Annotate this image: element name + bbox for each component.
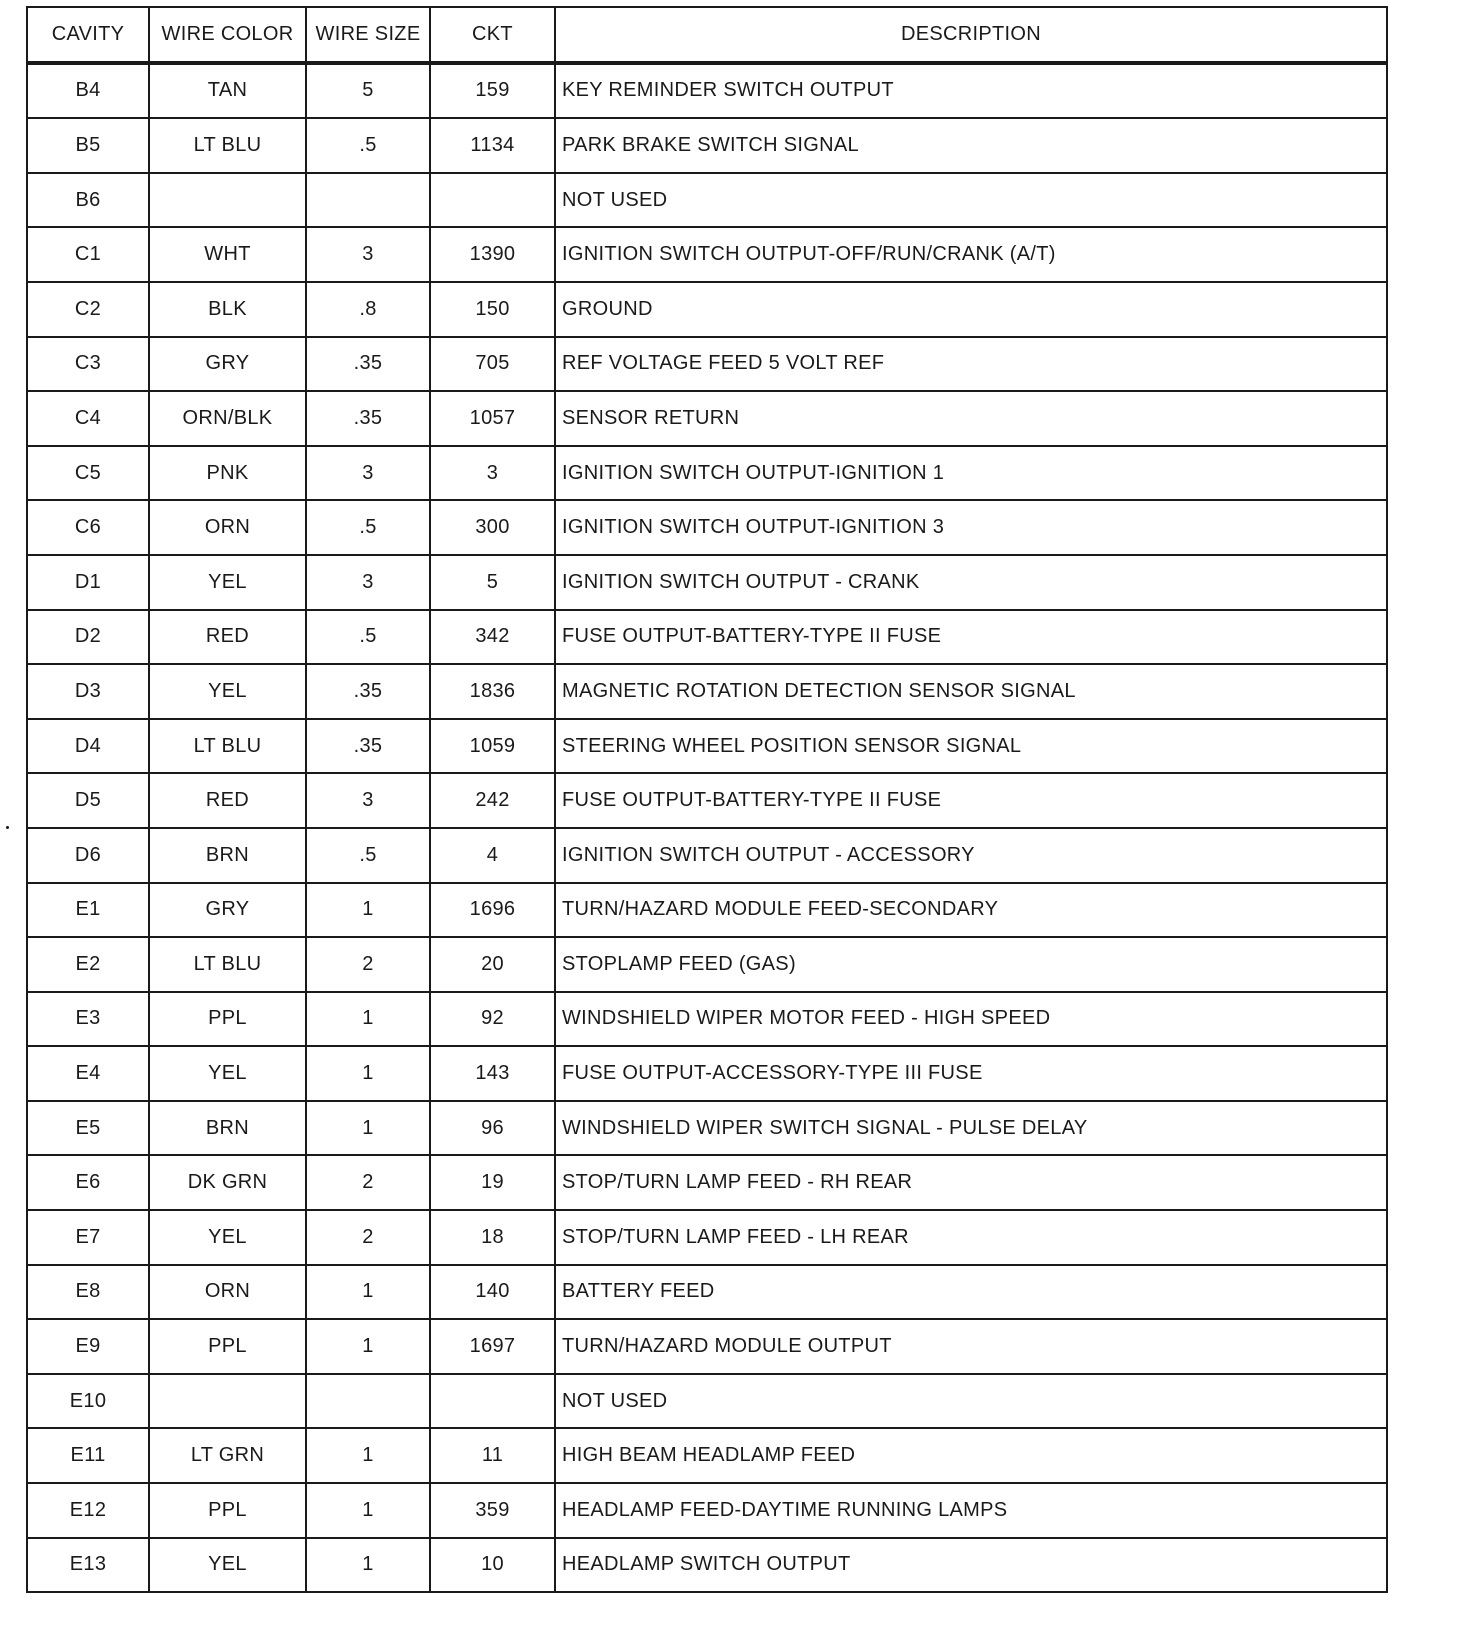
cell-ckt: 1059 (430, 719, 555, 774)
cell-wire-color: LT BLU (149, 719, 306, 774)
cell-wire-size: 3 (306, 446, 430, 501)
cell-wire-size: 1 (306, 1046, 430, 1101)
table-row (27, 555, 1387, 610)
cell-wire-size: .35 (306, 337, 430, 392)
cell-cavity: C1 (27, 227, 149, 282)
table-row (27, 719, 1387, 774)
cell-cavity: E2 (27, 937, 149, 992)
cell-description: IGNITION SWITCH OUTPUT-OFF/RUN/CRANK (A/T) (555, 227, 1387, 282)
cell-cavity: B6 (27, 173, 149, 228)
table-row (27, 227, 1387, 282)
cell-ckt: 1134 (430, 118, 555, 173)
cell-wire-size: .5 (306, 118, 430, 173)
cell-wire-color: PNK (149, 446, 306, 501)
cell-wire-size: 1 (306, 1319, 430, 1374)
header-ckt: CKT (430, 7, 555, 63)
cell-wire-size: .35 (306, 664, 430, 719)
cell-cavity: E9 (27, 1319, 149, 1374)
cell-description: WINDSHIELD WIPER SWITCH SIGNAL - PULSE DELAY (555, 1101, 1387, 1156)
cell-description: HEADLAMP FEED-DAYTIME RUNNING LAMPS (555, 1483, 1387, 1538)
cell-wire-color: RED (149, 610, 306, 665)
table-row (27, 446, 1387, 501)
cell-wire-size: .8 (306, 282, 430, 337)
cell-wire-color: YEL (149, 1210, 306, 1265)
cell-wire-size: 2 (306, 1210, 430, 1265)
cell-description: STOP/TURN LAMP FEED - RH REAR (555, 1155, 1387, 1210)
cell-wire-size: .5 (306, 828, 430, 883)
table-row (27, 1210, 1387, 1265)
cell-wire-size: 5 (306, 63, 430, 119)
cell-cavity: D4 (27, 719, 149, 774)
cell-wire-color: RED (149, 773, 306, 828)
cell-wire-color: BRN (149, 1101, 306, 1156)
cell-wire-color: LT BLU (149, 937, 306, 992)
cell-wire-color: ORN/BLK (149, 391, 306, 446)
table-row (27, 992, 1387, 1047)
cell-wire-color: ORN (149, 500, 306, 555)
cell-wire-color: YEL (149, 1046, 306, 1101)
table-row (27, 1155, 1387, 1210)
cell-wire-size: 1 (306, 1265, 430, 1320)
cell-wire-size: 1 (306, 1101, 430, 1156)
cell-description: STEERING WHEEL POSITION SENSOR SIGNAL (555, 719, 1387, 774)
cell-ckt: 159 (430, 63, 555, 119)
cell-wire-color: GRY (149, 883, 306, 938)
table-row (27, 828, 1387, 883)
cell-description: BATTERY FEED (555, 1265, 1387, 1320)
cell-cavity: C4 (27, 391, 149, 446)
cell-wire-color: LT GRN (149, 1428, 306, 1483)
table-row (27, 1428, 1387, 1483)
cell-cavity: C2 (27, 282, 149, 337)
cell-cavity: E7 (27, 1210, 149, 1265)
cell-ckt: 150 (430, 282, 555, 337)
header-cavity: CAVITY (27, 7, 149, 63)
cell-wire-color: ORN (149, 1265, 306, 1320)
table-row (27, 773, 1387, 828)
cell-description: SENSOR RETURN (555, 391, 1387, 446)
cell-ckt: 1697 (430, 1319, 555, 1374)
cell-ckt: 143 (430, 1046, 555, 1101)
cell-cavity: B5 (27, 118, 149, 173)
table-row (27, 173, 1387, 228)
cell-ckt: 10 (430, 1538, 555, 1593)
cell-ckt: 1696 (430, 883, 555, 938)
cell-cavity: D2 (27, 610, 149, 665)
table-row (27, 282, 1387, 337)
cell-ckt: 18 (430, 1210, 555, 1265)
cell-wire-color: YEL (149, 1538, 306, 1593)
cell-wire-size: 1 (306, 1428, 430, 1483)
table-header (27, 7, 1387, 63)
cell-cavity: E10 (27, 1374, 149, 1429)
cell-wire-size: .35 (306, 391, 430, 446)
cell-description: STOP/TURN LAMP FEED - LH REAR (555, 1210, 1387, 1265)
header-description: DESCRIPTION (555, 7, 1387, 63)
table-row (27, 883, 1387, 938)
cell-wire-size: 2 (306, 937, 430, 992)
cell-cavity: E6 (27, 1155, 149, 1210)
cell-description: MAGNETIC ROTATION DETECTION SENSOR SIGNAL (555, 664, 1387, 719)
table-row (27, 391, 1387, 446)
cell-ckt: 342 (430, 610, 555, 665)
cell-description: IGNITION SWITCH OUTPUT-IGNITION 1 (555, 446, 1387, 501)
cell-ckt (430, 173, 555, 228)
cell-cavity: E4 (27, 1046, 149, 1101)
cell-description: GROUND (555, 282, 1387, 337)
cell-description: FUSE OUTPUT-BATTERY-TYPE II FUSE (555, 610, 1387, 665)
connector-pinout-table (26, 6, 1388, 1593)
cell-description: NOT USED (555, 173, 1387, 228)
table-row (27, 500, 1387, 555)
cell-wire-color: BRN (149, 828, 306, 883)
table-row (27, 1319, 1387, 1374)
table-row (27, 1538, 1387, 1593)
cell-wire-color: WHT (149, 227, 306, 282)
cell-ckt: 300 (430, 500, 555, 555)
table-row (27, 1046, 1387, 1101)
cell-wire-color (149, 173, 306, 228)
cell-cavity: D5 (27, 773, 149, 828)
cell-ckt (430, 1374, 555, 1429)
cell-description: FUSE OUTPUT-ACCESSORY-TYPE III FUSE (555, 1046, 1387, 1101)
cell-wire-color: PPL (149, 992, 306, 1047)
table-body (27, 63, 1387, 1593)
cell-description: WINDSHIELD WIPER MOTOR FEED - HIGH SPEED (555, 992, 1387, 1047)
table-row (27, 337, 1387, 392)
cell-description: IGNITION SWITCH OUTPUT - ACCESSORY (555, 828, 1387, 883)
cell-cavity: C5 (27, 446, 149, 501)
table-row (27, 937, 1387, 992)
table-row (27, 63, 1387, 119)
cell-wire-color: GRY (149, 337, 306, 392)
cell-cavity: B4 (27, 63, 149, 119)
cell-cavity: D6 (27, 828, 149, 883)
table-row (27, 1483, 1387, 1538)
cell-wire-color: BLK (149, 282, 306, 337)
cell-cavity: E13 (27, 1538, 149, 1593)
cell-wire-size: 1 (306, 1483, 430, 1538)
cell-description: IGNITION SWITCH OUTPUT-IGNITION 3 (555, 500, 1387, 555)
header-wire-size: WIRE SIZE (306, 7, 430, 63)
cell-ckt: 4 (430, 828, 555, 883)
cell-description: HIGH BEAM HEADLAMP FEED (555, 1428, 1387, 1483)
cell-cavity: E3 (27, 992, 149, 1047)
cell-wire-size: .35 (306, 719, 430, 774)
cell-ckt: 1390 (430, 227, 555, 282)
cell-ckt: 20 (430, 937, 555, 992)
cell-wire-size (306, 173, 430, 228)
cell-ckt: 3 (430, 446, 555, 501)
cell-wire-color: DK GRN (149, 1155, 306, 1210)
cell-wire-size: 1 (306, 883, 430, 938)
cell-wire-color: YEL (149, 555, 306, 610)
cell-ckt: 1057 (430, 391, 555, 446)
cell-description: NOT USED (555, 1374, 1387, 1429)
cell-ckt: 92 (430, 992, 555, 1047)
cell-wire-color: TAN (149, 63, 306, 119)
cell-ckt: 11 (430, 1428, 555, 1483)
table-row (27, 118, 1387, 173)
cell-wire-color (149, 1374, 306, 1429)
scan-speck (6, 826, 9, 829)
cell-description: STOPLAMP FEED (GAS) (555, 937, 1387, 992)
cell-wire-size: .5 (306, 500, 430, 555)
header-row (27, 7, 1387, 63)
table-row (27, 1374, 1387, 1429)
cell-description: HEADLAMP SWITCH OUTPUT (555, 1538, 1387, 1593)
cell-description: KEY REMINDER SWITCH OUTPUT (555, 63, 1387, 119)
cell-description: TURN/HAZARD MODULE OUTPUT (555, 1319, 1387, 1374)
cell-wire-size: .5 (306, 610, 430, 665)
cell-wire-size: 3 (306, 773, 430, 828)
cell-description: REF VOLTAGE FEED 5 VOLT REF (555, 337, 1387, 392)
cell-ckt: 19 (430, 1155, 555, 1210)
cell-cavity: E11 (27, 1428, 149, 1483)
cell-cavity: D3 (27, 664, 149, 719)
table-row (27, 610, 1387, 665)
cell-cavity: D1 (27, 555, 149, 610)
cell-ckt: 140 (430, 1265, 555, 1320)
table-row (27, 1101, 1387, 1156)
cell-cavity: E5 (27, 1101, 149, 1156)
cell-wire-color: YEL (149, 664, 306, 719)
connector-pinout-document (26, 6, 1388, 1593)
cell-description: FUSE OUTPUT-BATTERY-TYPE II FUSE (555, 773, 1387, 828)
cell-description: TURN/HAZARD MODULE FEED-SECONDARY (555, 883, 1387, 938)
cell-ckt: 705 (430, 337, 555, 392)
cell-cavity: E1 (27, 883, 149, 938)
cell-description: PARK BRAKE SWITCH SIGNAL (555, 118, 1387, 173)
cell-ckt: 96 (430, 1101, 555, 1156)
cell-cavity: E8 (27, 1265, 149, 1320)
cell-cavity: E12 (27, 1483, 149, 1538)
cell-wire-size: 3 (306, 555, 430, 610)
cell-wire-color: PPL (149, 1319, 306, 1374)
table-row (27, 1265, 1387, 1320)
cell-wire-size: 3 (306, 227, 430, 282)
header-wire-color: WIRE COLOR (149, 7, 306, 63)
cell-cavity: C3 (27, 337, 149, 392)
cell-wire-size: 1 (306, 992, 430, 1047)
cell-wire-color: LT BLU (149, 118, 306, 173)
cell-ckt: 359 (430, 1483, 555, 1538)
cell-wire-size (306, 1374, 430, 1429)
cell-ckt: 1836 (430, 664, 555, 719)
cell-description: IGNITION SWITCH OUTPUT - CRANK (555, 555, 1387, 610)
cell-wire-size: 2 (306, 1155, 430, 1210)
table-row (27, 664, 1387, 719)
cell-ckt: 5 (430, 555, 555, 610)
cell-ckt: 242 (430, 773, 555, 828)
cell-wire-size: 1 (306, 1538, 430, 1593)
cell-cavity: C6 (27, 500, 149, 555)
cell-wire-color: PPL (149, 1483, 306, 1538)
